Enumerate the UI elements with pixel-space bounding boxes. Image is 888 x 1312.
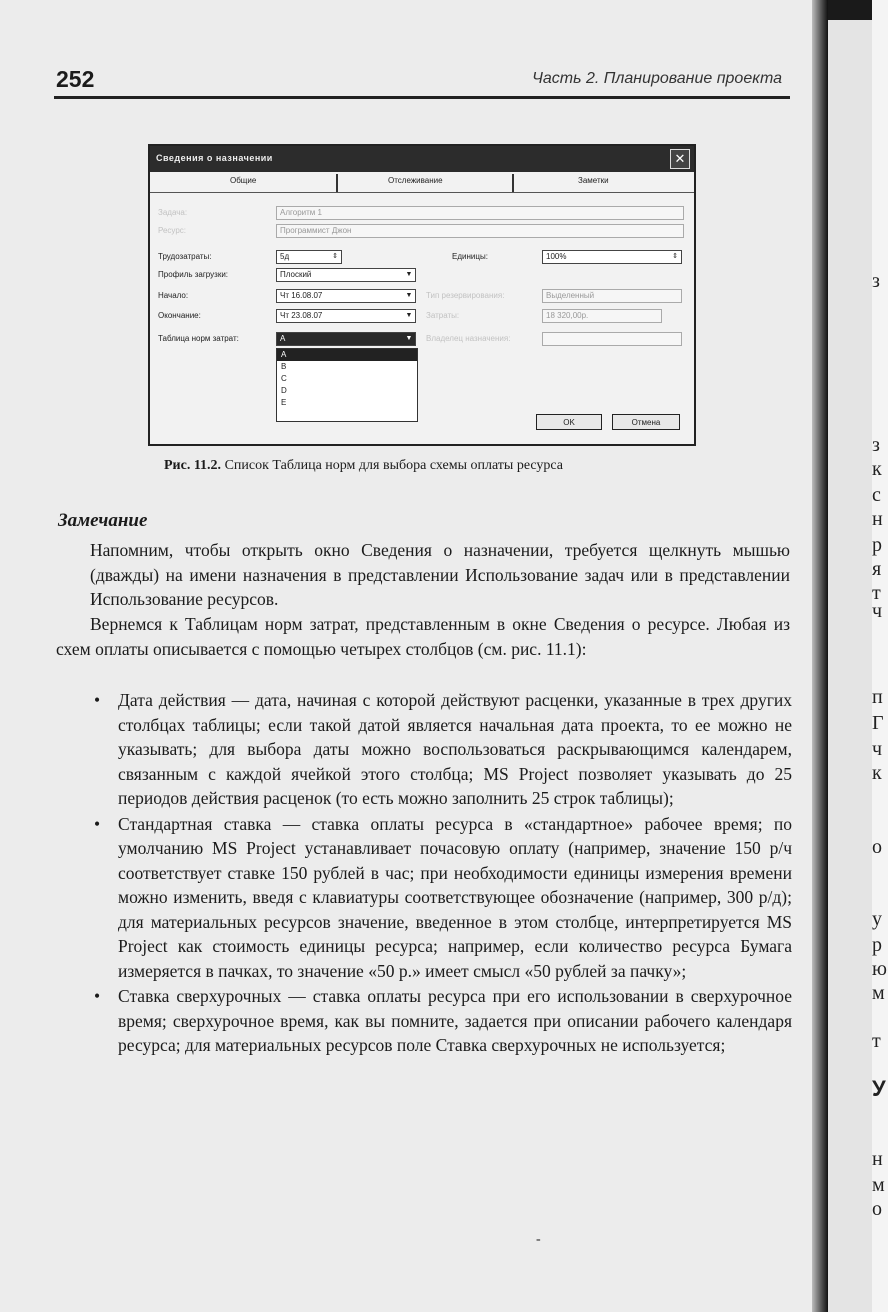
cost-rate-table-label: Таблица норм затрат:	[158, 334, 239, 343]
list-item[interactable]: B	[281, 362, 287, 371]
next-page-letter: ч	[872, 738, 883, 760]
caption-text: Список Таблица норм для выбора схемы оплаты ресурса	[224, 458, 564, 473]
tab-divider	[336, 174, 338, 192]
close-icon[interactable]: ✕	[670, 149, 690, 169]
work-contour-label: Профиль загрузки:	[158, 270, 229, 279]
next-page-letter: р	[872, 934, 882, 956]
resource-field: Программист Джон	[276, 224, 684, 238]
list-item	[92, 984, 792, 1058]
next-page-edge	[828, 0, 888, 1312]
finish-date-value: Чт 23.08.07	[280, 311, 323, 320]
resource-label: Ресурс:	[158, 226, 187, 235]
list-item[interactable]: E	[281, 398, 287, 407]
cost-rate-table-list	[276, 348, 418, 422]
task-label: Задача:	[158, 208, 188, 217]
bullet-text: Стандартная ставка — ставка оплаты ресурса в «стандартное» рабочее время; по умолчанию MS Project устанавливает почасовую оплату (например, значение 150 р/ч соответствует ставке 150 рублей в час; при необходимости единицы измерения времени можно изменить, введя с клавиатуры соответствующее обозначение (например, 300 р/д); для материальных ресурсов значение, введенное в этом столбце, интерпретируется MS Project как стоимость единицы ресурса; например, если количество ресурса Бумага измеряется в пачках, то значение «50 р.» имеет смысл «50 рублей за пачку»;	[118, 813, 792, 981]
next-page-letter: т	[872, 582, 881, 604]
dialog-tabs	[150, 172, 694, 193]
finish-date-select[interactable]	[276, 309, 416, 323]
units-label: Единицы:	[452, 252, 488, 261]
cancel-button[interactable]: Отмена	[612, 414, 680, 430]
next-page-letter: з	[872, 270, 880, 292]
chevron-down-icon[interactable]: ▼	[405, 312, 413, 319]
chevron-down-icon[interactable]: ▼	[405, 335, 413, 342]
bullet-icon: •	[94, 986, 101, 1006]
bullet-icon: •	[94, 813, 101, 834]
assignment-owner-field	[542, 332, 682, 346]
dialog-title: Сведения о назначении	[156, 153, 273, 163]
bullet-text: Дата действия — дата, начиная с которой действуют расценки, указанные в трех других столбцах таблицы; если такой датой является начальная дата проекта, то ее можно не указывать; для выбора даты можно воспользоваться раскрывающимся календарем, связанным с каждой ячейкой этого столбца; MS Project позволяет указывать до 25 периодов действия расценок (то есть можно заполнить 25 строк таблицы);	[118, 690, 792, 808]
next-page-letter: Г	[872, 712, 884, 734]
next-page-letter: р	[872, 534, 882, 556]
tab-divider	[512, 174, 514, 192]
start-date-value: Чт 16.08.07	[280, 291, 323, 300]
intro-paragraph: Вернемся к Таблицам норм затрат, представленным в окне Сведения о ресурсе. Любая из схем оплаты описывается с помощью четырех столбцов (см. рис. 11.1):	[56, 614, 790, 659]
cost-rate-table-select[interactable]	[276, 332, 416, 346]
list-item	[92, 688, 792, 811]
next-page-letter: с	[872, 484, 881, 506]
list-item[interactable]: D	[281, 386, 287, 395]
start-date-select[interactable]	[276, 289, 416, 303]
assignment-info-dialog	[148, 144, 696, 446]
chevron-down-icon[interactable]: ▼	[405, 292, 413, 299]
book-gutter	[812, 0, 828, 1312]
bullet-list	[92, 688, 792, 1059]
stray-mark: -	[536, 1232, 541, 1247]
list-item[interactable]: C	[281, 374, 287, 383]
chevron-down-icon[interactable]: ▼	[405, 271, 413, 278]
finish-label: Окончание:	[158, 311, 201, 320]
note-heading: Замечание	[58, 510, 148, 531]
work-label: Трудозатраты:	[158, 252, 212, 261]
list-item[interactable]: A	[277, 349, 417, 361]
spin-icon[interactable]: ⇕	[332, 253, 338, 260]
next-page-letter: н	[872, 508, 883, 530]
next-page-letter: к	[872, 762, 882, 784]
booking-type-label: Тип резервирования:	[426, 291, 505, 300]
caption-label: Рис. 11.2.	[164, 458, 222, 473]
next-page-letter: у	[872, 908, 882, 930]
units-field[interactable]	[542, 250, 682, 264]
bullet-icon: •	[94, 690, 101, 710]
next-page-letter: я	[872, 558, 882, 580]
next-page-letter: м	[872, 1174, 885, 1196]
cost-field: 18 320,00р.	[542, 309, 662, 323]
dialog-titlebar	[150, 146, 694, 172]
next-page-letter: У	[872, 1076, 886, 1101]
note-text: Напомним, чтобы открыть окно Сведения о назначении, требуется щелкнуть мышью (дважды) на имени назначения в представлении Использование задач или в представлении Использование ресурсов.	[90, 540, 790, 609]
next-page-letter: ю	[872, 958, 887, 980]
list-item	[92, 812, 792, 984]
next-page-letter: ч	[872, 600, 883, 622]
tab-general[interactable]: Общие	[230, 176, 257, 185]
work-contour-select[interactable]	[276, 268, 416, 282]
page-number: 252	[56, 66, 95, 92]
assignment-owner-label: Владелец назначения:	[426, 334, 511, 343]
next-page-letter: н	[872, 1148, 883, 1170]
next-page-letter: т	[872, 1030, 881, 1052]
start-label: Начало:	[158, 291, 189, 300]
next-page-paper	[872, 0, 888, 1312]
figure-caption	[164, 458, 563, 474]
header-rule	[54, 96, 790, 99]
next-page-letter: м	[872, 982, 885, 1004]
next-page-letter: о	[872, 836, 882, 858]
next-page-letter: п	[872, 686, 883, 708]
spin-icon[interactable]: ⇕	[672, 253, 678, 260]
task-field: Алгоритм 1	[276, 206, 684, 220]
booking-type-field: Выделенный	[542, 289, 682, 303]
bullet-text: Ставка сверхурочных — ставка оплаты ресурса при его использовании в сверхурочное время; сверхурочное время, как вы помните, задается при описании рабочего календаря ресурса; для материальных ресурсов поле Ставка сверхурочных не используется;	[118, 986, 792, 1055]
work-contour-value: Плоский	[280, 270, 312, 279]
units-value: 100%	[546, 252, 567, 261]
next-page-letter: з	[872, 434, 880, 456]
next-page-letter: к	[872, 458, 882, 480]
ok-button[interactable]: OK	[536, 414, 602, 430]
work-value: 5д	[280, 252, 290, 261]
cost-label: Затраты:	[426, 311, 460, 320]
running-title: Часть 2. Планирование проекта	[532, 70, 782, 87]
tab-notes[interactable]: Заметки	[578, 176, 609, 185]
next-page-letter: о	[872, 1198, 882, 1220]
tab-tracking[interactable]: Отслеживание	[388, 176, 443, 185]
cost-rate-table-value: A	[280, 334, 286, 343]
work-field[interactable]	[276, 250, 342, 264]
